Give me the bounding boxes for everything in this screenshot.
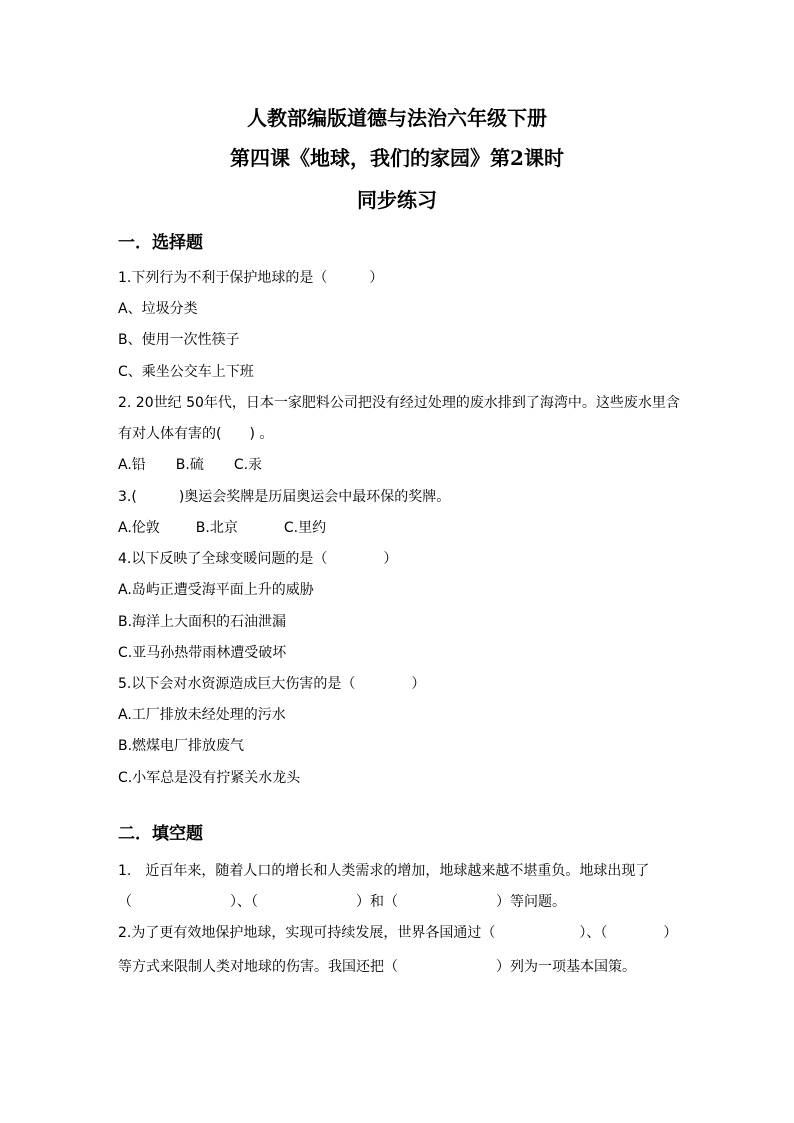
question-2-stem-line1: 2. 20世纪 50年代，日本一家肥料公司把没有经过处理的废水排到了海湾中。这些废水里含 (118, 395, 680, 411)
question-5-stem: 5.以下会对水资源造成巨大伤害的是（ ） (118, 676, 426, 692)
question-2-option-a: A.铅 (118, 457, 146, 473)
question-3-option-c: C.里约 (283, 520, 327, 536)
question-2-stem-line2: 有对人体有害的( ) 。 (118, 426, 274, 442)
question-1-option-b: B、使用一次性筷子 (118, 332, 240, 348)
question-5-option-c: C.小军总是没有拧紧关水龙头 (118, 770, 301, 786)
question-3-options (118, 518, 326, 538)
lesson-subtitle: 第四课《地球，我们的家园》第2课时 (230, 146, 564, 170)
section-heading-choice: 一．选择题 (118, 233, 203, 253)
fill-question-2-line1: 2.为了更有效地保护地球，实现可持续发展，世界各国通过（ ）、（ ） (118, 925, 678, 941)
question-1-option-a: A、垃圾分类 (118, 301, 198, 317)
question-4-option-c: C.亚马孙热带雨林遭受破坏 (118, 645, 287, 661)
question-1-stem: 1.下列行为不利于保护地球的是（ ） (118, 270, 384, 286)
question-2-option-c: C.汞 (233, 457, 263, 473)
question-2-option-b: B.硫 (175, 457, 204, 473)
question-4-option-b: B.海洋上大面积的石油泄漏 (118, 614, 287, 630)
fill-question-2-line2: 等方式来限制人类对地球的伤害。我国还把（ ）列为一项基本国策。 (118, 959, 636, 975)
question-3-option-b: B.北京 (195, 520, 238, 536)
question-2-options (118, 455, 262, 475)
question-5-option-b: B.燃煤电厂排放废气 (118, 738, 245, 754)
question-4-option-a: A.岛屿正遭受海平面上升的威胁 (118, 582, 314, 598)
exercise-subtitle: 同步练习 (357, 188, 437, 212)
question-3-option-a: A.伦敦 (118, 520, 160, 536)
question-5-option-a: A.工厂排放未经处理的污水 (118, 707, 286, 723)
document-title: 人教部编版道德与法治六年级下册 (247, 106, 547, 130)
section-heading-fill: 二．填空题 (118, 824, 203, 844)
question-4-stem: 4.以下反映了全球变暖问题的是（ ） (118, 551, 398, 567)
fill-question-1-line1: 1. 近百年来，随着人口的增长和人类需求的增加，地球越来越不堪重负。地球出现了 (118, 863, 650, 879)
question-3-stem: 3.( )奥运会奖牌是历届奥运会中最环保的奖牌。 (118, 489, 451, 505)
fill-question-1-line2: （ ）、（ ）和（ ）等问题。 (118, 894, 566, 910)
question-1-option-c: C、乘坐公交车上下班 (118, 364, 254, 380)
